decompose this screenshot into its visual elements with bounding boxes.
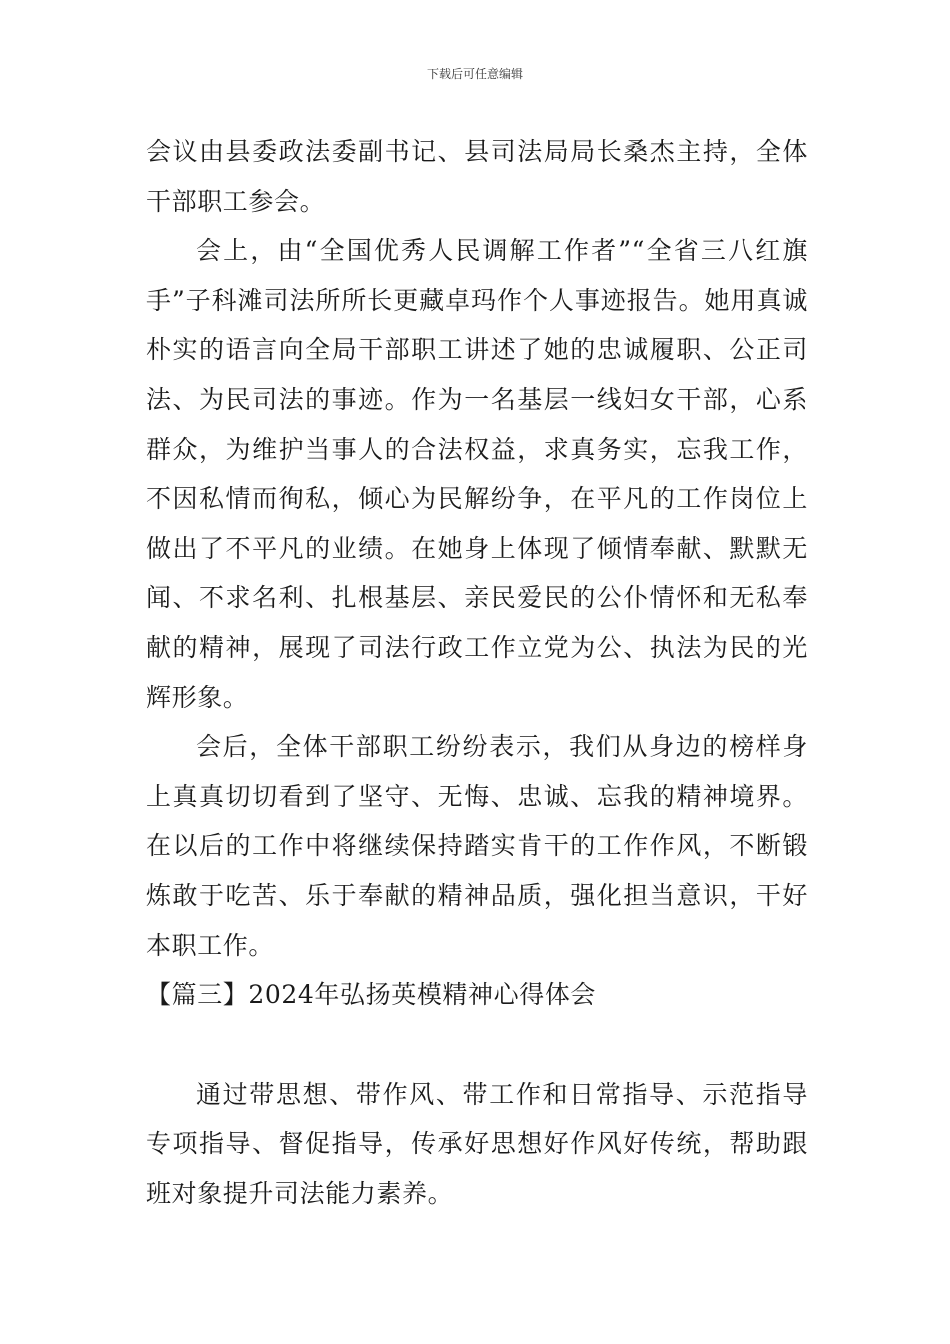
page-header-note: 下载后可任意编辑 bbox=[426, 67, 523, 81]
paragraph-guidance: 通过带思想、带作风、带工作和日常指导、示范指导专项指导、督促指导，传承好思想好作风好传统，帮助跟班对象提升司法能力素养。 bbox=[146, 1079, 808, 1208]
document-body bbox=[146, 127, 808, 1218]
paragraph-report: 会上，由“全国优秀人民调解工作者”“全省三八红旗手”子科滩司法所所长更藏卓玛作个人事迹报告。她用真诚朴实的语言向全局干部职工讲述了她的忠诚履职、公正司法、为民司法的事迹。作为一名基层一线妇女干部，心系群众，为维护当事人的合法权益，求真务实，忘我工作，不因私情而徇私，倾心为民解纷争，在平凡的工作岗位上做出了不平凡的业绩。在她身上体现了倾情奉献、默默无闻、不求名利、扎根基层、亲民爱民的公仆情怀和无私奉献的精神，展现了司法行政工作立党为公、执法为民的光辉形象。 bbox=[146, 236, 808, 712]
section-spacer bbox=[146, 1020, 808, 1070]
paragraph-after-meeting: 会后，全体干部职工纷纷表示，我们从身边的榜样身上真真切切看到了坚守、无悔、忠诚、忘我的精神境界。在以后的工作中将继续保持踏实肯干的工作作风，不断锻炼敢于吃苦、乐于奉献的精神品质，强化担当意识，干好本职工作。 bbox=[146, 732, 808, 960]
section-title: 【篇三】2024年弘扬英模精神心得体会 bbox=[146, 980, 597, 1010]
paragraph-meeting-host: 会议由县委政法委副书记、县司法局局长桑杰主持，全体干部职工参会。 bbox=[146, 137, 808, 216]
